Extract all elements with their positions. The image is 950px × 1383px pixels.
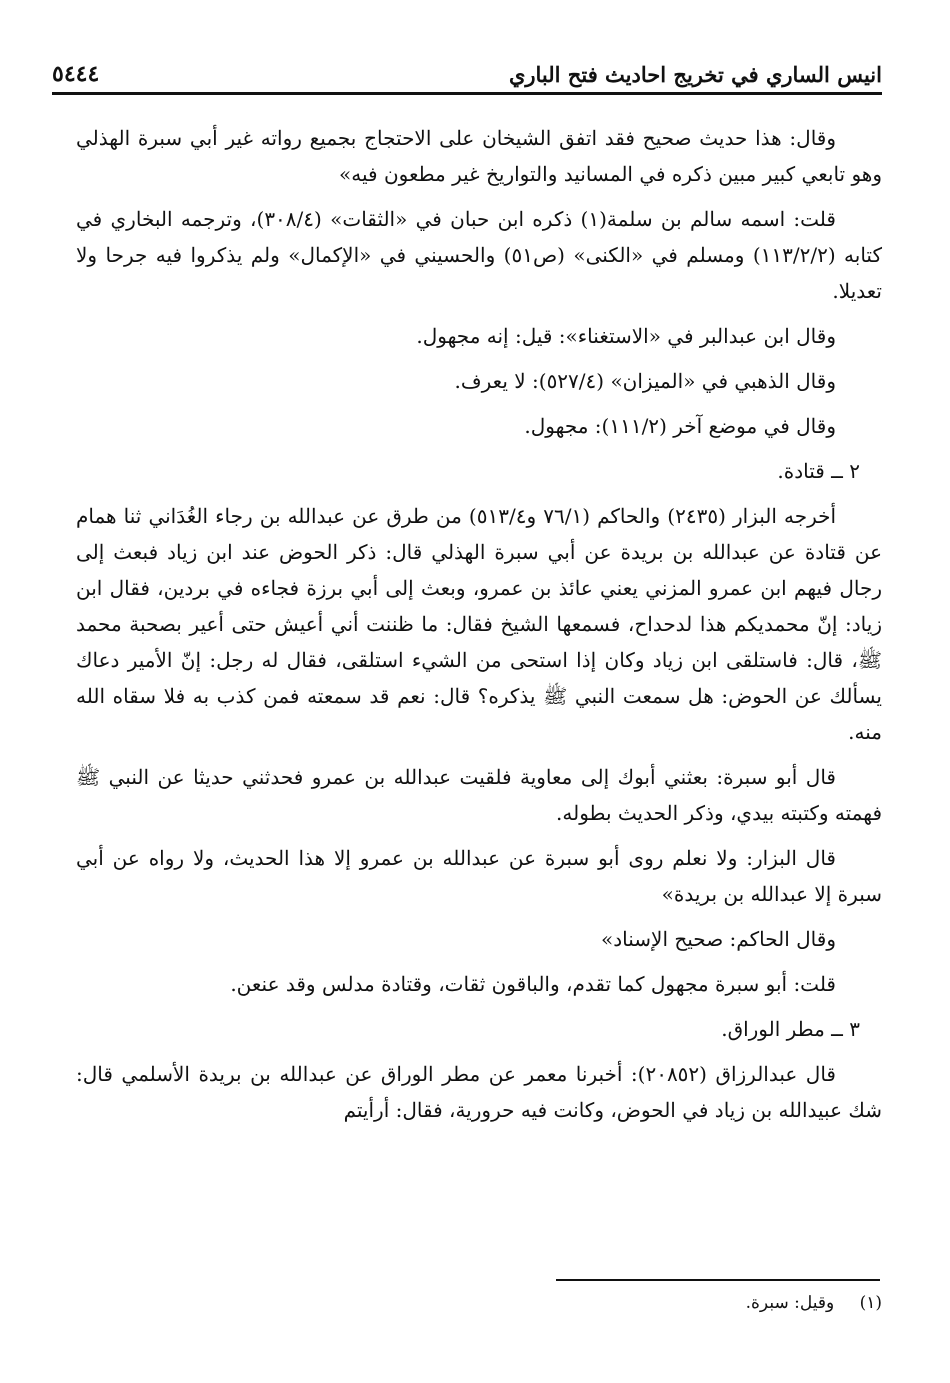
paragraph: وقال الذهبي في «الميزان» (٥٢٧/٤): لا يعرف. <box>454 369 836 393</box>
paragraph: قال أبو سبرة: بعثني أبوك إلى معاوية فلقيت عبدالله بن عمرو فحدثني حديثا عن النبي ﷺ فهمته وكتبته بيدي، وذكر الحديث بطوله. <box>76 765 882 825</box>
footnote <box>746 1290 882 1316</box>
page-header <box>52 56 882 92</box>
section-heading: ٣ ــ مطر الوراق. <box>721 1017 860 1041</box>
paragraph: وقال ابن عبدالبر في «الاستغناء»: قيل: إنه مجهول. <box>416 324 836 348</box>
footnote-rule <box>556 1279 880 1281</box>
header-rule <box>52 92 882 95</box>
footnote-number: (١) <box>859 1293 882 1313</box>
section-heading: ٢ ــ قتادة. <box>777 459 860 483</box>
page-number: ٥٤٤٤ <box>52 61 100 87</box>
footnote-text: وقيل: سبرة. <box>745 1293 835 1313</box>
paragraph: قال البزار: ولا نعلم روى أبو سبرة عن عبدالله بن عمرو إلا هذا الحديث، ولا رواه عن أبي سبرة إلا عبدالله بن بريدة» <box>76 846 882 906</box>
paragraph: وقال في موضع آخر (١١١/٢): مجهول. <box>524 414 836 438</box>
paragraph: قال عبدالرزاق (٢٠٨٥٢): أخبرنا معمر عن مطر الوراق عن عبدالله بن بريدة الأسلمي قال: شك عبيدالله بن زياد في الحوض، وكانت فيه حرورية، فقال: أرأيتم <box>76 1062 882 1122</box>
paragraph: أخرجه البزار (٢٤٣٥) والحاكم (٧٦/١ و٥١٣/٤) من طرق عن عبدالله بن رجاء الغُدَاني ثنا همام عن قتادة عن عبدالله بن بريدة عن أبي سبرة الهذلي قال: ذكر الحوض عند ابن زياد فبعث إلى رجال فيهم ابن عمرو المزني يعني عائذ بن عمرو، وبعث إلى أبي برزة فجاءه في بردين، فقال ابن زياد: إنّ محمديكم هذا لدحداح، فسمعها الشيخ فقال: ما ظننت أني أعيش حتى أعير بصحبة محمد ﷺ، قال: فاستلقى ابن زياد وكان إذا استحى من الشيء استلقى، فقال له رجل: إنّ الأمير دعاك يسألك عن الحوض: هل سمعت النبي ﷺ يذكره؟ قال: نعم قد سمعته فمن كذب به فلا سقاه الله منه. <box>76 504 883 744</box>
paragraph: وقال الحاكم: صحيح الإسناد» <box>601 927 836 951</box>
paragraph: قلت: أبو سبرة مجهول كما تقدم، والباقون ثقات، وقتادة مدلس وقد عنعن. <box>230 972 836 996</box>
paragraph: قلت: اسمه سالم بن سلمة(١) ذكره ابن حبان في «الثقات» (٣٠٨/٤)، وترجمه البخاري في كتابه (١١٣/٢/٢) ومسلم في «الكنى» (ص٥١) والحسيني في «الإكمال» ولم يذكروا فيه جرحا ولا تعديلا. <box>76 207 882 303</box>
paragraph: وقال: هذا حديث صحيح فقد اتفق الشيخان على الاحتجاج بجميع رواته غير أبي سبرة الهذلي وهو تابعي كبير مبين ذكره في المسانيد والتواريخ غير مطعون فيه» <box>76 126 882 186</box>
main-text <box>76 120 882 1137</box>
running-title: انيس الساري في تخريج احاديث فتح الباري <box>508 61 882 87</box>
